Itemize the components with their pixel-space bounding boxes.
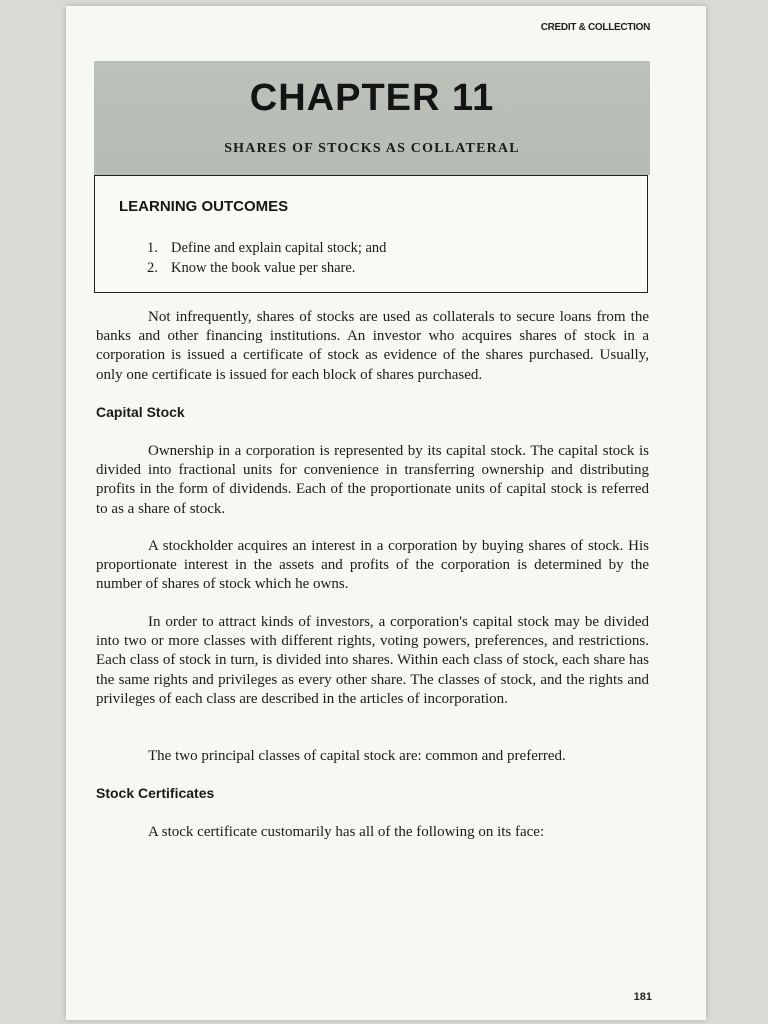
paragraph-certificates-1: A stock certificate customarily has all of the following on its face:	[148, 824, 545, 840]
list-item	[147, 258, 386, 278]
chapter-subtitle: SHARES OF STOCKS AS COLLATERAL	[224, 141, 520, 156]
learning-outcomes-list	[147, 238, 386, 278]
paragraph-capital-2: A stockholder acquires an interest in a corporation by buying shares of stock. His proportionate interest in the assets and profits of the corporation is determined by the number of shares of stock which he owns.	[96, 538, 649, 593]
learning-outcomes-box	[94, 175, 648, 293]
chapter-title: CHAPTER 11	[249, 77, 495, 119]
book-page	[66, 6, 706, 1020]
page-number: 181	[633, 991, 652, 1003]
list-item-text: Define and explain capital stock; and	[171, 240, 387, 256]
paragraph-capital-4: The two principal classes of capital stock are: common and preferred.	[148, 748, 566, 764]
section-heading-capital-stock: Capital Stock	[96, 404, 185, 420]
chapter-banner	[94, 61, 650, 175]
list-item	[147, 238, 386, 258]
section-heading-stock-certificates: Stock Certificates	[96, 785, 215, 801]
paragraph-capital-1: Ownership in a corporation is represented by its capital stock. The capital stock is divided into fractional units for convenience in transferring ownership and distributing profits in the form of dividends. Each of the proportionate units of capital stock is referred to as a share of stock.	[96, 443, 649, 517]
running-head: CREDIT & COLLECTION	[540, 22, 650, 33]
learning-outcomes-heading: LEARNING OUTCOMES	[119, 198, 289, 215]
list-item-text: Know the book value per share.	[171, 260, 356, 276]
list-item-number: 1.	[147, 240, 158, 256]
list-item-number: 2.	[147, 260, 158, 276]
paragraph-intro: Not infrequently, shares of stocks are used as collaterals to secure loans from the banks and other financing institutions. An investor who acquires shares of stock in a corporation is issued a certificate of stock as evidence of the shares purchased. Usually, only one certificate is issued for each block of shares purchased.	[96, 309, 649, 383]
paragraph-capital-3: In order to attract kinds of investors, a corporation's capital stock may be divided into two or more classes with different rights, voting powers, preferences, and restrictions. Each class of stock in turn, is divided into shares. Within each class of stock, each share has the same rights and privileges as every other share. The classes of stock, and the rights and privileges of each class are described in the articles of incorporation.	[96, 614, 649, 707]
